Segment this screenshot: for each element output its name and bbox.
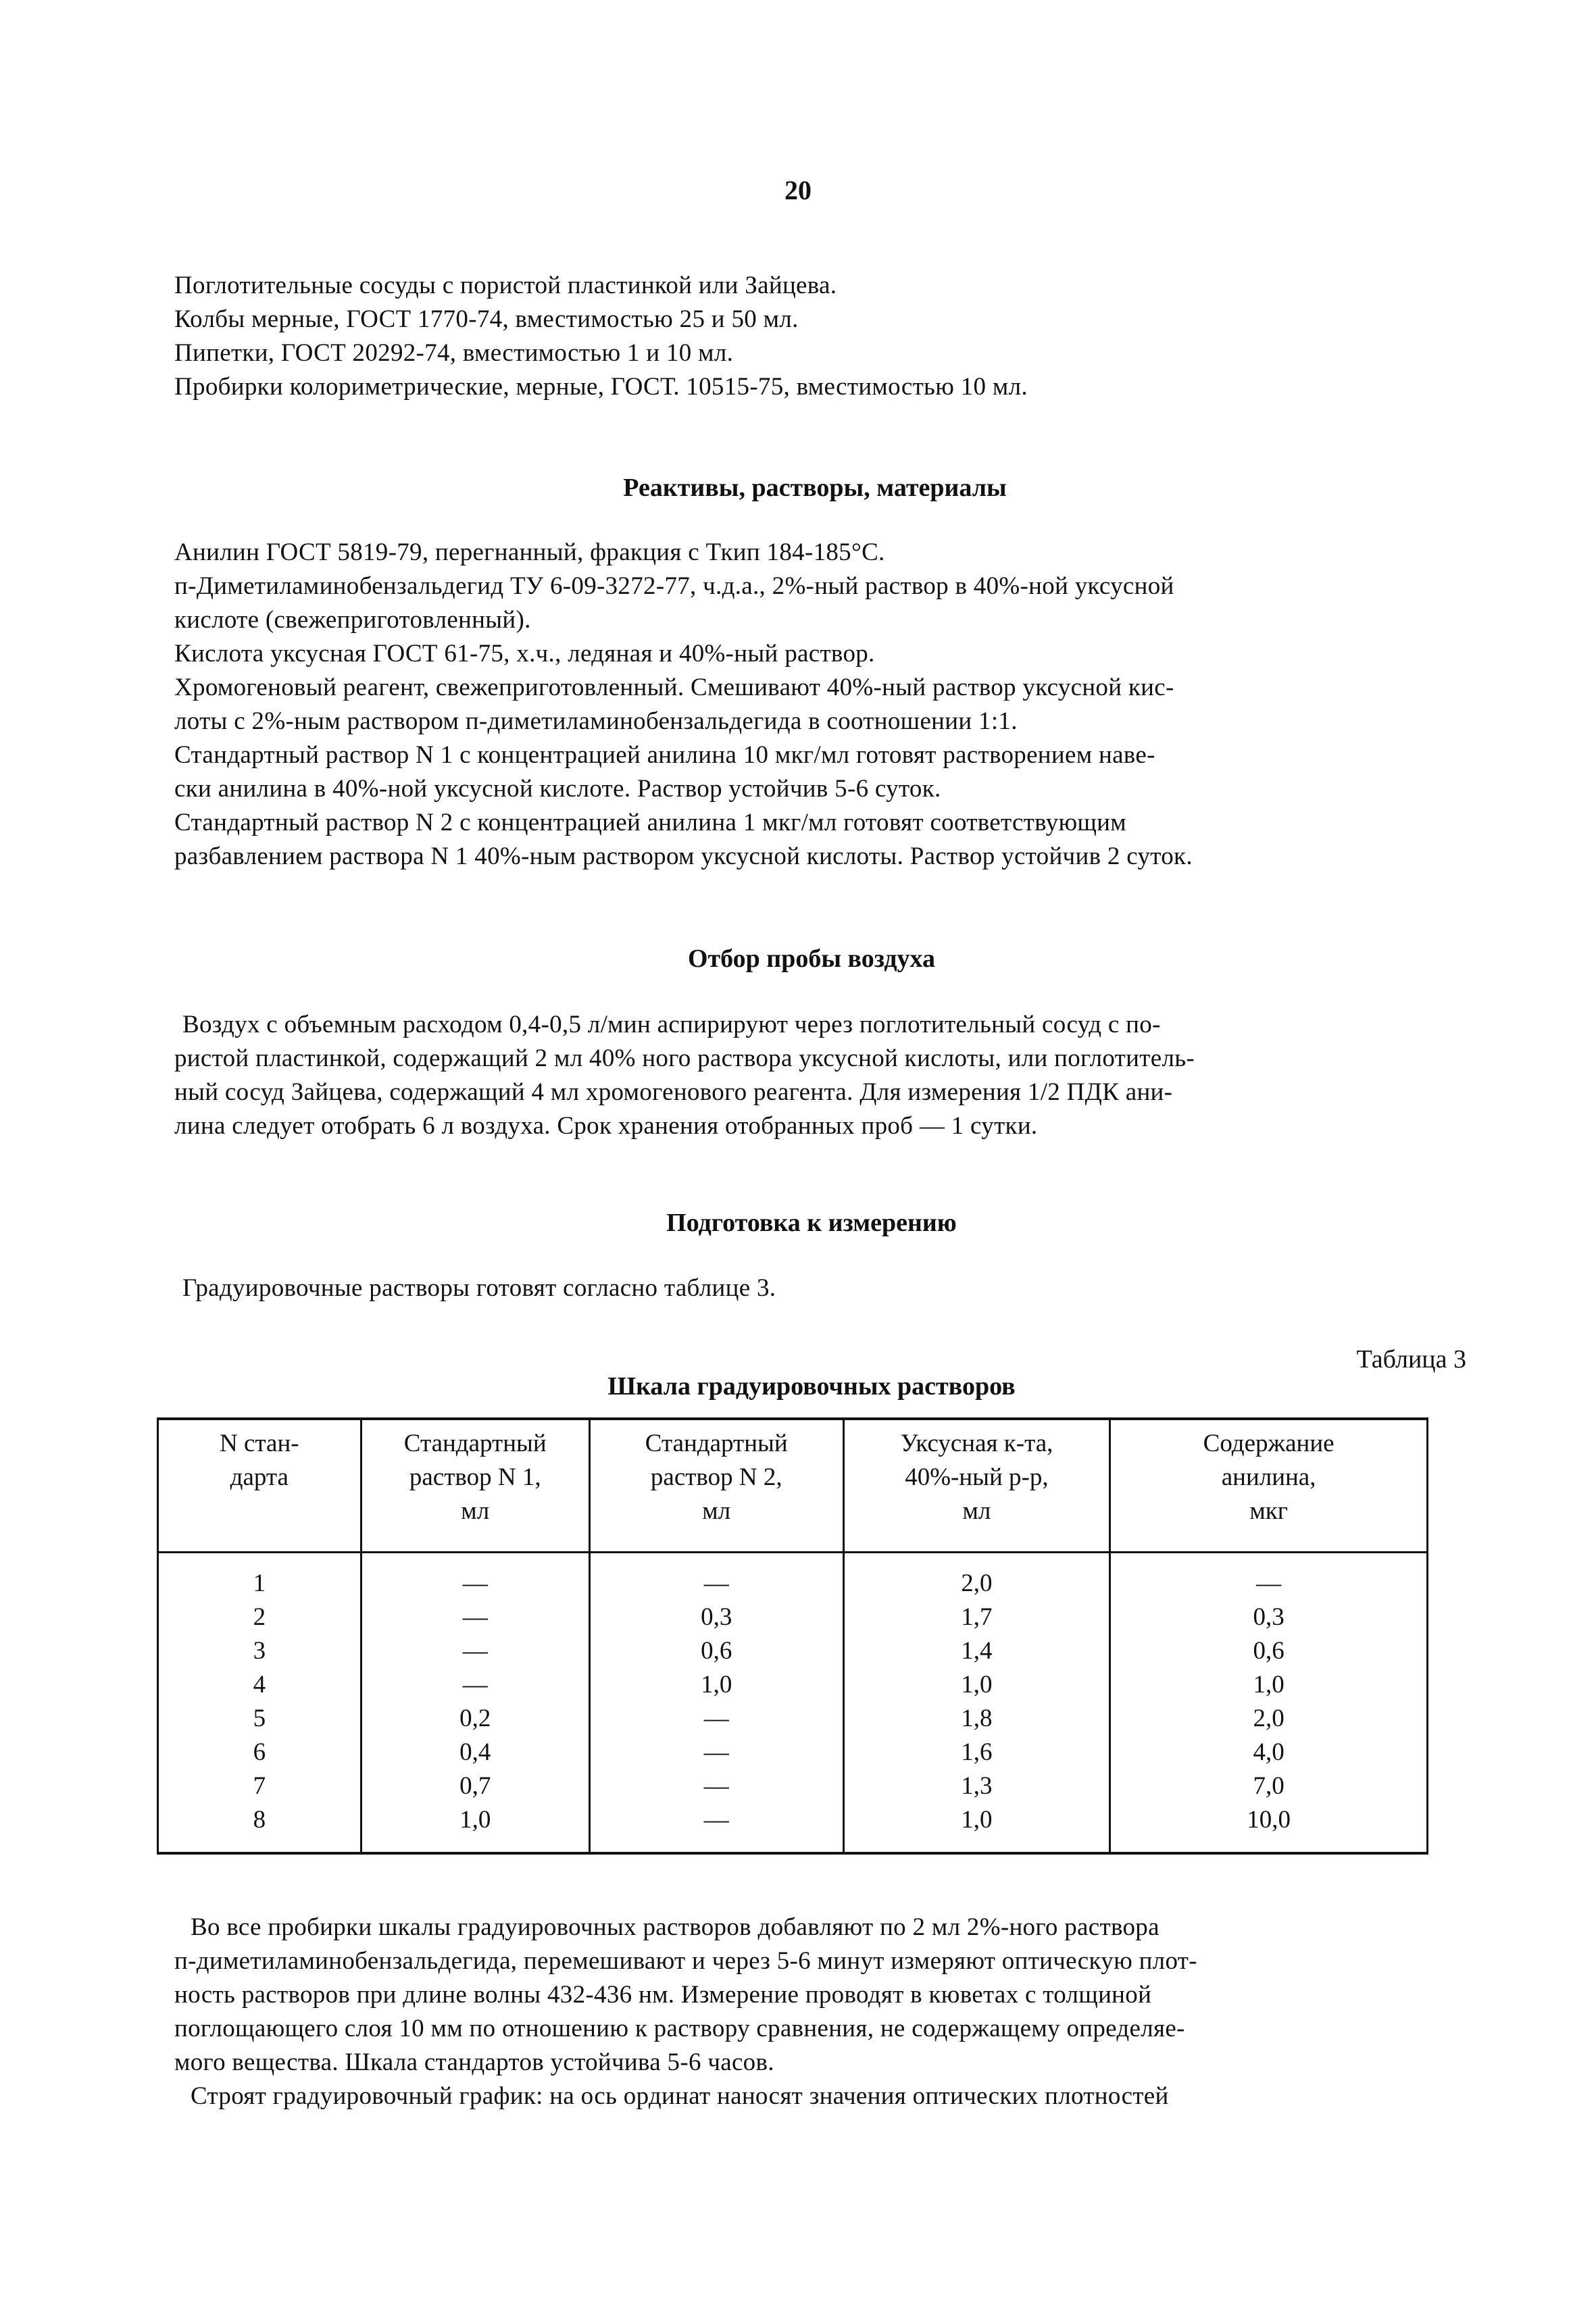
preparation-line: Градуировочные растворы готовят согласно таблице 3. — [182, 1274, 776, 1302]
sampling-line: ный сосуд Зайцева, содержащий 4 мл хромогенового реагента. Для измерения 1/2 ПДК ани- — [174, 1078, 1173, 1106]
table-cell: 0,2 — [361, 1702, 589, 1736]
table-cell: 1,6 — [843, 1736, 1110, 1769]
table-cell: — — [589, 1803, 843, 1853]
sampling-line: лина следует отобрать 6 л воздуха. Срок хранения отобранных проб — 1 сутки. — [174, 1112, 1038, 1140]
preparation-heading: Подготовка к измерению — [666, 1209, 957, 1237]
table-cell: 7 — [158, 1769, 361, 1803]
header-line: Содержание — [1203, 1430, 1335, 1457]
table-cell: 1,4 — [843, 1634, 1110, 1668]
table-cell: 1,3 — [843, 1769, 1110, 1803]
table-row — [158, 1736, 1428, 1769]
table-row — [158, 1769, 1428, 1803]
header-line: Уксусная к-та, — [900, 1430, 1053, 1457]
table-cell: 1,8 — [843, 1702, 1110, 1736]
header-line: Стандартный — [403, 1430, 547, 1457]
table-cell: 0,7 — [361, 1769, 589, 1803]
column-header — [158, 1419, 361, 1553]
table-cell: 10,0 — [1110, 1803, 1428, 1853]
header-line: дарта — [230, 1463, 289, 1491]
reagent-line: Стандартный раствор N 1 с концентрацией анилина 10 мкг/мл готовят растворением наве- — [174, 741, 1155, 769]
column-header — [1110, 1419, 1428, 1553]
table-cell: 1 — [158, 1553, 361, 1601]
sampling-line: ристой пластинкой, содержащий 2 мл 40% ного раствора уксусной кислоты, или поглотитель- — [174, 1045, 1195, 1072]
reagent-line: ски анилина в 40%-ной уксусной кислоте. Раствор устойчив 5-6 суток. — [174, 775, 941, 803]
table-cell: 0,6 — [1110, 1634, 1428, 1668]
table-cell: 0,3 — [1110, 1601, 1428, 1634]
sampling-heading: Отбор пробы воздуха — [687, 945, 936, 973]
header-line: анилина, — [1221, 1463, 1316, 1491]
reagents-text — [174, 536, 1465, 874]
table-row — [158, 1601, 1428, 1634]
reagent-line: Хромогеновый реагент, свежеприготовленный. Смешивают 40%-ный раствор уксусной кис- — [174, 674, 1174, 701]
table-cell: 1,0 — [843, 1668, 1110, 1702]
table-cell: 7,0 — [1110, 1769, 1428, 1803]
header-line: раствор N 2, — [650, 1463, 782, 1491]
header-line: Стандартный — [645, 1430, 788, 1457]
reagent-line: лоты с 2%-ным раствором п-диметиламинобензальдегида в соотношении 1:1. — [174, 707, 1018, 735]
table-cell: 0,6 — [589, 1634, 843, 1668]
sampling-text — [174, 1008, 1465, 1143]
header-line: раствор N 1, — [409, 1463, 541, 1491]
reagents-heading: Реактивы, растворы, материалы — [623, 474, 1007, 502]
table-cell: 2,0 — [1110, 1702, 1428, 1736]
table-cell: 4,0 — [1110, 1736, 1428, 1769]
table-cell: 1,7 — [843, 1601, 1110, 1634]
reagent-line: п-Диметиламинобензальдегид ТУ 6-09-3272-77, ч.д.а., 2%-ный раствор в 40%-ной уксусной — [174, 572, 1174, 600]
measurement-line: мого вещества. Шкала стандартов устойчива 5-6 часов. — [174, 2048, 774, 2076]
table-row — [158, 1803, 1428, 1853]
measurement-line: Строят градуировочный график: на ось ординат наносят значения оптических плотностей — [191, 2082, 1169, 2110]
table-cell: — — [361, 1553, 589, 1601]
table-cell: 6 — [158, 1736, 361, 1769]
table-cell: — — [589, 1736, 843, 1769]
equipment-list — [174, 269, 1465, 404]
table-title: Шкала градуировочных растворов — [607, 1372, 1016, 1401]
measurement-line: поглощающего слоя 10 мм по отношению к раствору сравнения, не содержащему определяе- — [174, 2015, 1185, 2042]
table-cell: — — [589, 1702, 843, 1736]
header-line: 40%-ный р-р, — [905, 1463, 1049, 1491]
table-cell: — — [361, 1634, 589, 1668]
reagent-line: кислоте (свежеприготовленный). — [174, 606, 531, 634]
table-label: Таблица 3 — [1356, 1345, 1466, 1374]
header-line: мл — [702, 1497, 731, 1525]
equipment-line: Колбы мерные, ГОСТ 1770-74, вместимостью 25 и 50 мл. — [174, 305, 799, 333]
reagent-line: Стандартный раствор N 2 с концентрацией анилина 1 мкг/мл готовят соответствующим — [174, 809, 1126, 836]
column-header — [843, 1419, 1110, 1553]
equipment-line: Пипетки, ГОСТ 20292-74, вместимостью 1 и 10 мл. — [174, 339, 734, 367]
table-row — [158, 1553, 1428, 1601]
table-cell: — — [589, 1769, 843, 1803]
table-cell: 1,0 — [1110, 1668, 1428, 1702]
reagent-line: разбавлением раствора N 1 40%-ным раствором уксусной кислоты. Раствор устойчив 2 суток. — [174, 842, 1193, 870]
table-cell: 4 — [158, 1668, 361, 1702]
table-header-row — [158, 1419, 1428, 1553]
reagent-line: Анилин ГОСТ 5819-79, перегнанный, фракция с Ткип 184-185°С. — [174, 538, 885, 566]
measurement-text — [174, 1911, 1465, 2113]
table-cell: — — [361, 1601, 589, 1634]
measurement-line: ность растворов при длине волны 432-436 нм. Измерение проводят в кюветах с толщиной — [174, 1981, 1152, 2009]
table-cell: 5 — [158, 1702, 361, 1736]
table-cell: 2 — [158, 1601, 361, 1634]
equipment-line: Пробирки колориметрические, мерные, ГОСТ. 10515-75, вместимостью 10 мл. — [174, 373, 1028, 401]
measurement-line: п-диметиламинобензальдегида, перемешивают и через 5-6 минут измеряют оптическую плот- — [174, 1947, 1197, 1975]
table-cell: 0,4 — [361, 1736, 589, 1769]
table-cell: — — [589, 1553, 843, 1601]
table-row — [158, 1634, 1428, 1668]
table-row — [158, 1668, 1428, 1702]
calibration-table — [157, 1417, 1428, 1855]
header-line: мкг — [1249, 1497, 1288, 1525]
table-cell: 1,0 — [843, 1803, 1110, 1853]
header-line: мл — [962, 1497, 991, 1525]
column-header — [361, 1419, 589, 1553]
reagent-line: Кислота уксусная ГОСТ 61-75, х.ч., ледяная и 40%-ный раствор. — [174, 640, 875, 668]
table-row — [158, 1702, 1428, 1736]
table-cell: 1,0 — [361, 1803, 589, 1853]
header-line: мл — [461, 1497, 490, 1525]
measurement-line: Во все пробирки шкалы градуировочных растворов добавляют по 2 мл 2%-ного раствора — [191, 1913, 1159, 1941]
table-cell: 1,0 — [589, 1668, 843, 1702]
table-cell: 2,0 — [843, 1553, 1110, 1601]
column-header — [589, 1419, 843, 1553]
table-cell: 3 — [158, 1634, 361, 1668]
table-cell: 8 — [158, 1803, 361, 1853]
page-number: 20 — [784, 175, 812, 205]
table-cell: 0,3 — [589, 1601, 843, 1634]
table-cell: — — [361, 1668, 589, 1702]
sampling-line: Воздух с объемным расходом 0,4-0,5 л/мин аспирируют через поглотительный сосуд с по- — [182, 1011, 1161, 1038]
equipment-line: Поглотительные сосуды с пористой пластинкой или Зайцева. — [174, 272, 837, 299]
preparation-text — [174, 1272, 1465, 1305]
header-line: N стан- — [220, 1430, 299, 1457]
table-cell: — — [1110, 1553, 1428, 1601]
